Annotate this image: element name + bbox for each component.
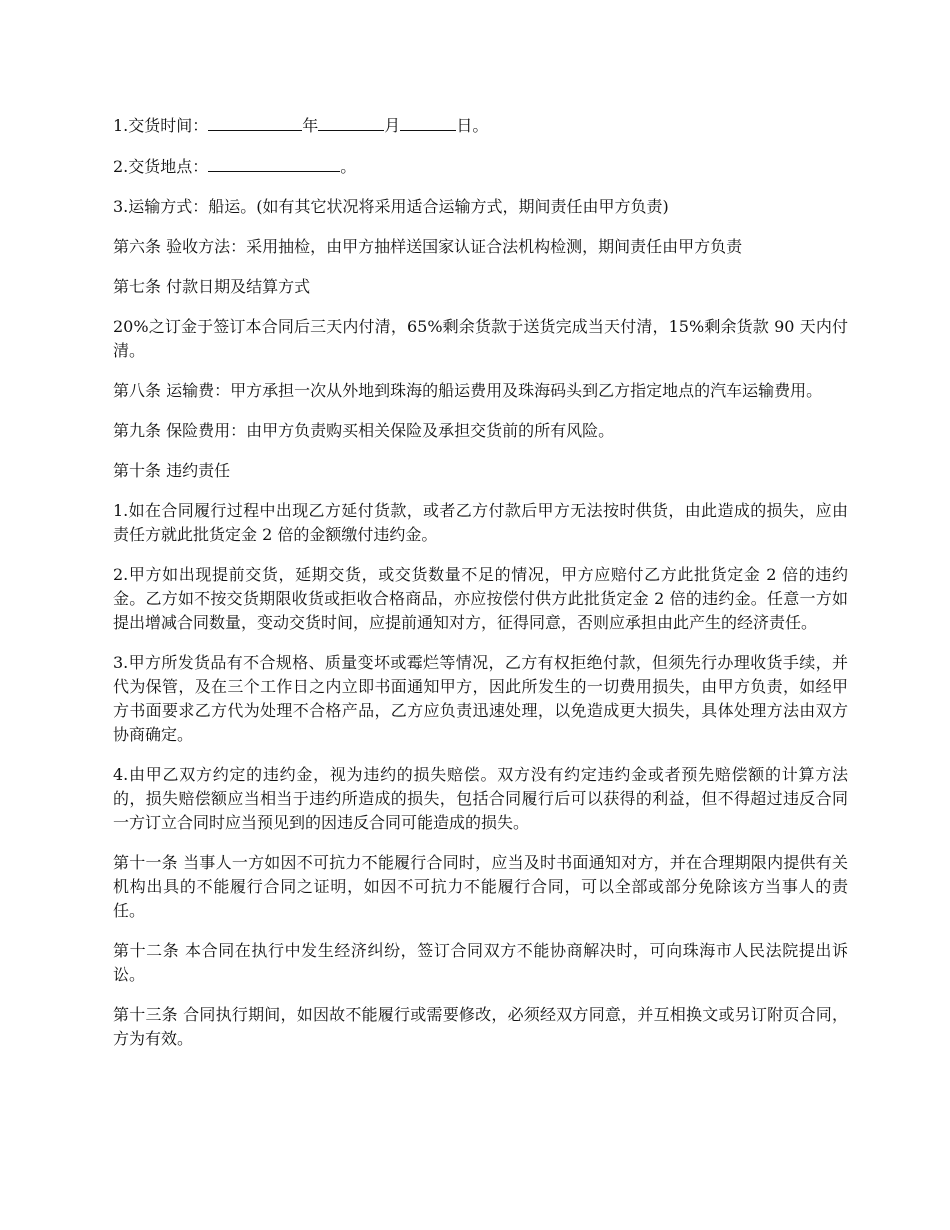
article-10-heading: 第十条 违约责任 — [113, 461, 231, 480]
breach-clause-2: 2.甲方如出现提前交货，延期交货，或交货数量不足的情况，甲方应赔付乙方此批货定金 2 倍的违约金。乙方如不按交货期限收货或拒收合格商品，亦应按偿付供方此批货定金 2 倍的违约金。任意一方如提出增减合同数量，变动交货时间，应提前通知对方，征得同意，否则应承担由此产生的经济责任。 — [113, 565, 848, 632]
article-6-inspection: 第六条 验收方法：采用抽检，由甲方抽样送国家认证合法机构检测，期间责任由甲方负责 — [113, 237, 743, 256]
article-9-insurance: 第九条 保险费用：由甲方负责购买相关保险及承担交货前的所有风险。 — [113, 421, 615, 440]
transport-method: 3.运输方式：船运。(如有其它状况将采用适合运输方式，期间责任由甲方负责) — [113, 197, 669, 216]
article-8-freight: 第八条 运输费：甲方承担一次从外地到珠海的船运费用及珠海码头到乙方指定地点的汽车运输费用。 — [113, 381, 823, 400]
breach-clause-1: 1.如在合同履行过程中出现乙方延付货款，或者乙方付款后甲方无法按时供货，由此造成的损失，应由责任方就此批货定金 2 倍的金额缴付违约金。 — [113, 501, 848, 544]
contract-body — [113, 113, 848, 1067]
payment-terms: 20%之订金于签订本合同后三天内付清，65%剩余货款于送货完成当天付清，15%剩余货款 90 天内付清。 — [113, 317, 848, 360]
delivery-place-suffix: 。 — [340, 157, 357, 176]
breach-clause-3: 3.甲方所发货品有不合规格、质量变坏或霉烂等情况，乙方有权拒绝付款，但须先行办理收货手续，并代为保管，及在三个工作日之内立即书面通知甲方，因此所发生的一切费用损失，由甲方负责，如经甲方书面要求乙方代为处理不合格产品，乙方应负责迅速处理，以免造成更大损失，具体处理方法由双方协商确定。 — [113, 653, 848, 744]
breach-clause-4: 4.由甲乙双方约定的违约金，视为违约的损失赔偿。双方没有约定违约金或者预先赔偿额的计算方法的，损失赔偿额应当相当于违约所造成的损失，包括合同履行后可以获得的利益，但不得超过违反合同一方订立合同时应当预见到的因违反合同可能造成的损失。 — [113, 765, 848, 832]
month-blank — [318, 113, 384, 131]
place-blank — [208, 154, 340, 172]
article-12-disputes: 第十二条 本合同在执行中发生经济纠纷，签订合同双方不能协商解决时，可向珠海市人民法院提出诉讼。 — [113, 941, 848, 984]
month-label: 月 — [384, 116, 401, 135]
article-13-amendments: 第十三条 合同执行期间，如因故不能履行或需要修改，必须经双方同意，并互相换文或另订附页合同，方为有效。 — [113, 1005, 848, 1048]
year-blank — [208, 113, 302, 131]
year-label: 年 — [302, 116, 319, 135]
delivery-time-label: 1.交货时间： — [113, 116, 209, 135]
article-11-force-majeure: 第十一条 当事人一方如因不可抗力不能履行合同时，应当及时书面通知对方，并在合理期限内提供有关机构出具的不能履行合同之证明，如因不可抗力不能履行合同，可以全部或部分免除该方当事人的责任。 — [113, 853, 848, 920]
article-7-heading: 第七条 付款日期及结算方式 — [113, 277, 311, 296]
day-blank — [400, 113, 456, 131]
delivery-place-line — [113, 154, 848, 179]
delivery-time-line — [113, 113, 848, 138]
day-label: 日。 — [456, 116, 489, 135]
delivery-place-label: 2.交货地点： — [113, 157, 209, 176]
